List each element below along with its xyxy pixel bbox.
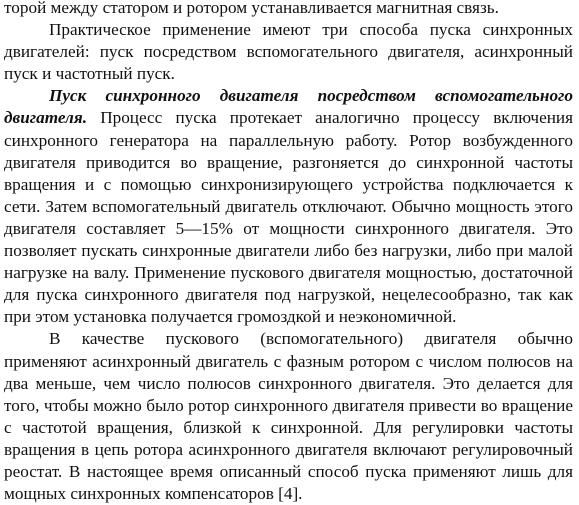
paragraph-text: В качестве пускового (вспомогательного) двигателя обычно применяют асинхронный двигатель с фазным ротором с числом полюсов на два меньше, чем число полюсов синхронного двигателя. Это делается для того, чтобы можно было ротор синхронного двигателя привести во вращение с частотой вращения, близкой к синхронной. Для регулировки частоты вращения в цепь ротора асинхронного двигателя включают регулировочный реостат. В настоящее время описанный способ пуска применяют лишь для мощных синхронных компенсаторов [4]. <box>4 329 573 504</box>
paragraph-text: Практическое применение имеют три способа пуска синхронных двигателей: пуск посредством вспомогательного двигателя, асинхронный пуск и частотный пуск. <box>4 20 573 84</box>
paragraph-methods-intro <box>4 19 573 85</box>
paragraph-text: торой между статором и ротором устанавливается магнитная связь. <box>4 0 499 17</box>
paragraph-continuation <box>4 0 573 19</box>
paragraph-starting-motor-choice <box>4 328 573 505</box>
paragraph-text: Процесс пуска протекает аналогично процессу включения синхронного генератора на параллельную работу. Ротор возбужденного двигателя приводится во вращение, разгоняется до синхронной частоты вращения и с помощью синхронизирующего устройства подключается к сети. Затем вспомогательный двигатель отключают. Обычно мощность этого двигателя составляет 5—15% от мощности синхронного двигателя. Это позволяет пускать синхронные двигатели либо без нагрузки, либо при малой нагрузке на валу. Применение пускового двигателя мощностью, достаточной для пуска синхронного двигателя под нагрузкой, нецелесообразно, так как при этом установка получается громоздкой и неэкономичной. <box>4 108 573 327</box>
paragraph-auxiliary-motor-start <box>4 85 573 328</box>
run-in-heading: Пуск синхронного двигателя посредством вспомогательного двигателя. <box>4 86 573 128</box>
